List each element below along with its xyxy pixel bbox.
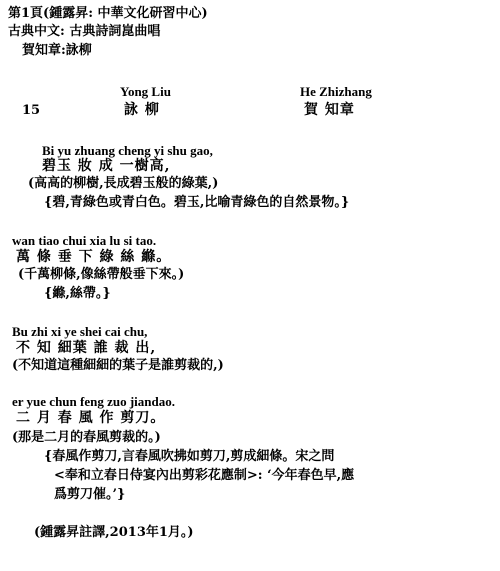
author-pinyin: He Zhizhang [300, 84, 372, 99]
stanza-1-note-1: {碧,青綠色或青白色。碧玉,比喻青綠色的自然景物。} [44, 195, 350, 210]
stanza-3-pinyin: Bu zhi xi ye shei cai chu, [12, 324, 148, 339]
header-line-2: 古典中文: 古典詩詞崑曲唱 [8, 24, 161, 39]
stanza-2-hanzi: 萬 條 垂 下 綠 絲 縧。 [16, 249, 172, 265]
stanza-4-pinyin: er yue chun feng zuo jiandao. [12, 394, 175, 409]
stanza-4-note-3: 爲剪刀催。’} [54, 487, 126, 502]
stanza-4-note-1: {春風作剪刀,言春風吹拂如剪刀,剪成細條。宋之問 [44, 449, 335, 464]
stanza-2-pinyin: wan tiao chui xia lu si tao. [12, 233, 157, 248]
footer-credit: (鍾露昇註譯,2013年1月。) [34, 525, 194, 540]
stanza-2-translation: (千萬柳條,像絲帶般垂下來。) [18, 267, 185, 282]
poem-number: 15 [22, 103, 41, 118]
stanza-4-translation: (那是二月的春風剪裁的。) [12, 430, 161, 445]
stanza-4-hanzi: 二 月 春 風 作 剪刀。 [16, 410, 166, 426]
stanza-1-pinyin: Bi yu zhuang cheng yi shu gao, [42, 143, 213, 158]
stanza-1-translation: (高高的柳樹,長成碧玉般的綠葉,) [28, 176, 219, 191]
stanza-3-translation: (不知道這種細細的葉子是誰剪裁的,) [12, 358, 224, 373]
stanza-4-note-2: <奉和立春日侍宴內出剪彩花應制>: ‘今年春色早,應 [54, 468, 355, 483]
poem-title: 詠 柳 [124, 102, 160, 118]
header-line-3: 賀知章:詠柳 [22, 43, 92, 58]
stanza-1-hanzi: 碧玉 妝 成 一樹高, [42, 158, 171, 174]
title-pinyin: Yong Liu [120, 84, 171, 99]
stanza-2-note-1: {縧,絲帶。} [44, 286, 111, 301]
header-line-1: 第1頁(鍾露昇: 中華文化研習中心) [8, 6, 208, 21]
poem-author: 賀 知章 [304, 102, 355, 118]
stanza-3-hanzi: 不 知 細葉 誰 裁 出, [16, 340, 157, 356]
